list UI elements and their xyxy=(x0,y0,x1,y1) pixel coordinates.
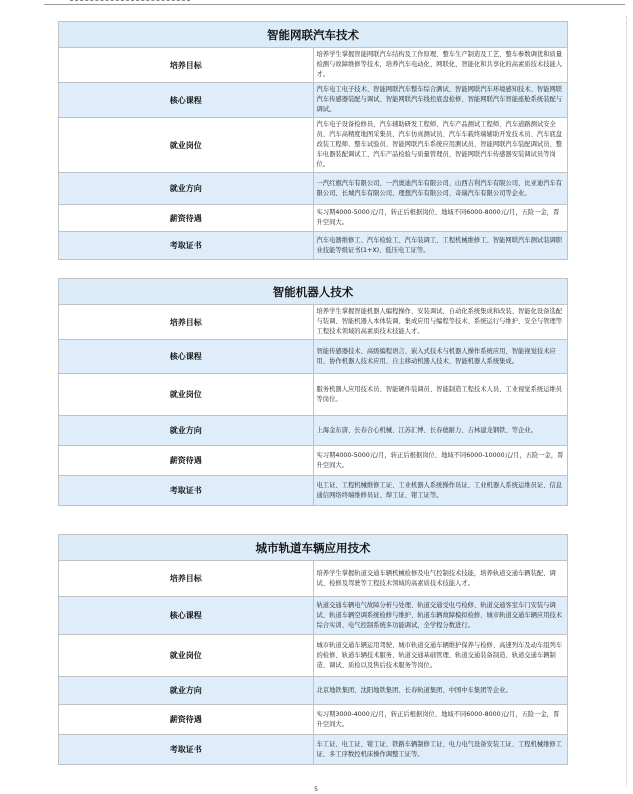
row-label: 核心课程 xyxy=(59,597,314,635)
row-value: 智能传感器技术、高级编程语言、嵌入式技术与机器人操作系统应用、智能视觉技术应用、协作机器人技术应用、自主移动机器人技术、智能机器人系统集成。 xyxy=(313,340,568,374)
program-table-rail-transit xyxy=(58,534,568,765)
row-label: 就业方向 xyxy=(59,416,314,446)
row-value: 培养学生掌握智能机器人编程操作、安装调试、自动化系统集成和改装、智能化设备选配与装调、智能机器人本体装调、集成应用与编程等技术、系统运行与维护、安全与管理等工程技术领域的高素质技术技能人才。 xyxy=(313,305,568,340)
row-label: 薪资待遇 xyxy=(59,446,314,476)
row-value: 城市轨道交通车辆运用驾驶、城市轨道交通车辆维护保养与检修、高速列车及动车组列车的检修、轨道车辆技术服务、轨道交通基础管理、轨道交通装备制造、轨道交通车辆制造、调试、质检以及售后技术服务等岗位。 xyxy=(313,635,568,677)
row-value: 实习期3000-4000元/月，转正后根据岗位、地域不同6000-8000元/月，五险一金，晋升空间大。 xyxy=(313,705,568,735)
page-number: 5 xyxy=(314,786,318,793)
row-value: 电工证、工程机械维修工证、工业机器人系统操作员证、工业机器人系统运维员证、信息通信网络终端维修员证、焊工证、钳工证等。 xyxy=(313,476,568,506)
row-value: 汽车电工电子技术、智能网联汽车整车综合测试、智能网联汽车环境感知技术、智能网联汽车传感器装配与调试、智能网联汽车线控底盘检修、智能网联汽车智能座舱系统装配与调试。 xyxy=(313,83,568,118)
section-title: 智能网联汽车技术 xyxy=(59,22,568,48)
row-label: 培养目标 xyxy=(59,48,314,83)
row-label: 考取证书 xyxy=(59,232,314,260)
row-value: 培养学生掌握轨道交通车辆机械检修及电气控制技术技能，培养轨道交通车辆装配、调试、检修及驾驶等工程技术领域的高素质技术技能人才。 xyxy=(313,561,568,597)
row-label: 考取证书 xyxy=(59,735,314,765)
top-border-line xyxy=(44,4,625,5)
row-label: 培养目标 xyxy=(59,561,314,597)
row-label: 薪资待遇 xyxy=(59,205,314,232)
row-value: 一汽红旗汽车有限公司、一汽奥迪汽车有限公司、山西吉利汽车有限公司、比亚迪汽车有限公司、长城汽车有限公司、理想汽车有限公司、奇瑞汽车有限公司等企业。 xyxy=(313,173,568,205)
row-label: 就业岗位 xyxy=(59,118,314,173)
row-label: 培养目标 xyxy=(59,305,314,340)
row-label: 就业方向 xyxy=(59,173,314,205)
row-label: 核心课程 xyxy=(59,340,314,374)
row-value: 车工证、电工证、钳工证、铁路车辆制修工证、电力电气设备安装工证、工程机械维修工证、多工序数控机床操作调整工证等。 xyxy=(313,735,568,765)
row-value: 上海金东唐、长春合心机械、江苏汇博、长春德耐力、吉林建龙钢铁、等企业。 xyxy=(313,416,568,446)
row-value: 北京地铁集团、沈阳地铁集团、长春轨道集团、中国中车集团等企业。 xyxy=(313,677,568,705)
section-title: 智能机器人技术 xyxy=(59,279,568,305)
top-header-mark xyxy=(70,0,190,4)
row-label: 考取证书 xyxy=(59,476,314,506)
row-label: 就业岗位 xyxy=(59,374,314,416)
row-value: 服务机器人应用技术员、智能硬件装调员、智能制造工程技术人员、工业视觉系统运维员等岗位。 xyxy=(313,374,568,416)
row-value: 轨道交通车辆电气故障分析与处理、轨道交通受电弓检修、轨道交通客室车门安装与调试、轨道车辆空调系统检修与维护、轨道车辆故障模拟检修、城市轨道交通车辆应用技术综合实训、电气控制系统多功能调试，全学程分数进行。 xyxy=(313,597,568,635)
row-value: 汽车电器维修工、汽车检验工、汽车装调工、工程机械维修工、智能网联汽车测试装调职业技能等级证书(1+X)、低压电工证等。 xyxy=(313,232,568,260)
section-title: 城市轨道车辆应用技术 xyxy=(59,535,568,561)
row-label: 薪资待遇 xyxy=(59,705,314,735)
row-value: 实习期4000-5000元/月，转正后根据岗位、地域不同6000-8000元/月，五险一金，晋升空间大。 xyxy=(313,205,568,232)
row-label: 就业方向 xyxy=(59,677,314,705)
row-value: 实习期4000-5000元/月，转正后根据岗位、地域不同6000-10000元/月，五险一金，晋升空间大。 xyxy=(313,446,568,476)
program-table-automotive xyxy=(58,21,568,260)
row-label: 就业岗位 xyxy=(59,635,314,677)
program-table-robotics xyxy=(58,278,568,506)
row-value: 汽车电子设备检修员、汽车辅助研发工程师、汽车产品测试工程师、汽车道路测试安全员、汽车高精度地图采集员、汽车仿真测试员、汽车车载终端辅助开发技术员、汽车底盘改装工程师、整车试验员、智能网联汽车系统应用测试员、智能网联汽车装配调试员、整车电器装配调试工、汽车产品检验与质量管理员、智能网联汽车传感器安装调试员等岗位。 xyxy=(313,118,568,173)
row-label: 核心课程 xyxy=(59,83,314,118)
page-edge xyxy=(625,16,627,786)
row-value: 培养学生掌握智能网联汽车结构及工作原理、整车生产制造及工艺、整车参数调优和质量检测与故障维修等技术，培养汽车电动化、网联化、智能化和共享化的高素质技术技能人才。 xyxy=(313,48,568,83)
